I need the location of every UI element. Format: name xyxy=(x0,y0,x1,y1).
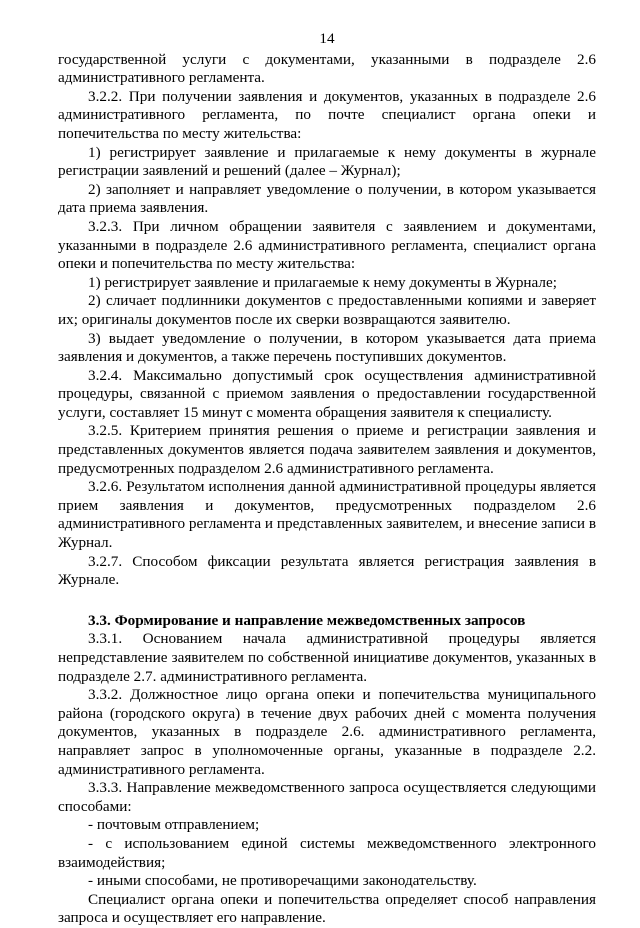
paragraph-3-3-3: 3.3.3. Направление межведомственного запроса осуществляется следующими способами: xyxy=(58,779,596,815)
paragraph-continuation: государственной услуги с документами, указанными в подразделе 2.6 административного регламента. xyxy=(58,50,596,87)
page-number: 14 xyxy=(319,30,335,47)
paragraph-3-2-7: 3.2.7. Способом фиксации результата является регистрация заявления в Журнале. xyxy=(58,552,596,589)
paragraph-3-2-5: 3.2.5. Критерием принятия решения о приеме и регистрации заявления и представленных документов является подача заявителем заявления и документов, предусмотренных подразделом 2.6 административного регламента. xyxy=(58,422,596,477)
document-page xyxy=(58,30,596,928)
paragraph-3-2-3-item-3: 3) выдает уведомление о получении, в котором указывается дата приема заявления и документов, а также перечень поступивших документов. xyxy=(58,329,596,366)
paragraph-final: Специалист органа опеки и попечительства определяет способ направления запроса и осуществляет его направление. xyxy=(58,890,596,927)
paragraph-3-3-2: 3.3.2. Должностное лицо органа опеки и попечительства муниципального района (городского округа) в течение двух рабочих дней с момента получения документов, указанных в подразделе 2.6. административного регламента, направляет запрос в уполномоченные органы, указанные в подразделе 2.2. административного регламента. xyxy=(58,686,596,778)
paragraph-3-2-3-item-1: 1) регистрирует заявление и прилагаемые к нему документы в Журнале; xyxy=(88,273,557,291)
list-item-post: - почтовым отправлением; xyxy=(88,816,260,834)
paragraph-3-2-2-item-1: 1) регистрирует заявление и прилагаемые к нему документы в журнале регистрации заявлений и решений (далее – Журнал); xyxy=(58,143,596,180)
paragraph-3-2-6: 3.2.6. Результатом исполнения данной административной процедуры является прием заявления и документов, предусмотренных подразделом 2.6 административного регламента и представленных заявителем, и внесение записи в Журнал. xyxy=(58,478,596,552)
section-heading-3-3: 3.3. Формирование и направление межведомственных запросов xyxy=(88,611,526,629)
list-item-electronic: - с использованием единой системы межведомственного электронного взаимодействия; xyxy=(58,834,596,871)
paragraph-3-2-2-item-2: 2) заполняет и направляет уведомление о получении, в котором указывается дата приема заявления. xyxy=(58,180,596,217)
paragraph-3-2-3: 3.2.3. При личном обращении заявителя с заявлением и документами, указанными в подразделе 2.6 административного регламента, специалист органа опеки и попечительства по месту жительства: xyxy=(58,217,596,273)
paragraph-3-2-3-item-2: 2) сличает подлинники документов с предоставленными копиями и заверяет их; оригиналы документов после их сверки возвращаются заявителю. xyxy=(58,292,596,328)
paragraph-3-2-4: 3.2.4. Максимально допустимый срок осуществления административной процедуры, связанной с приемом заявления о предоставлении государственной услуги, составляет 15 минут с момента обращения заявителя к специалисту. xyxy=(58,366,596,421)
list-item-other: - иными способами, не противоречащими законодательству. xyxy=(88,872,477,890)
paragraph-3-2-2: 3.2.2. При получении заявления и документов, указанных в подразделе 2.6 административного регламента, по почте специалист органа опеки и попечительства по месту жительства: xyxy=(58,87,596,142)
paragraph-3-3-1: 3.3.1. Основанием начала административной процедуры является непредставление заявителем по собственной инициативе документов, указанных в подразделе 2.7. административного регламента. xyxy=(58,630,596,685)
